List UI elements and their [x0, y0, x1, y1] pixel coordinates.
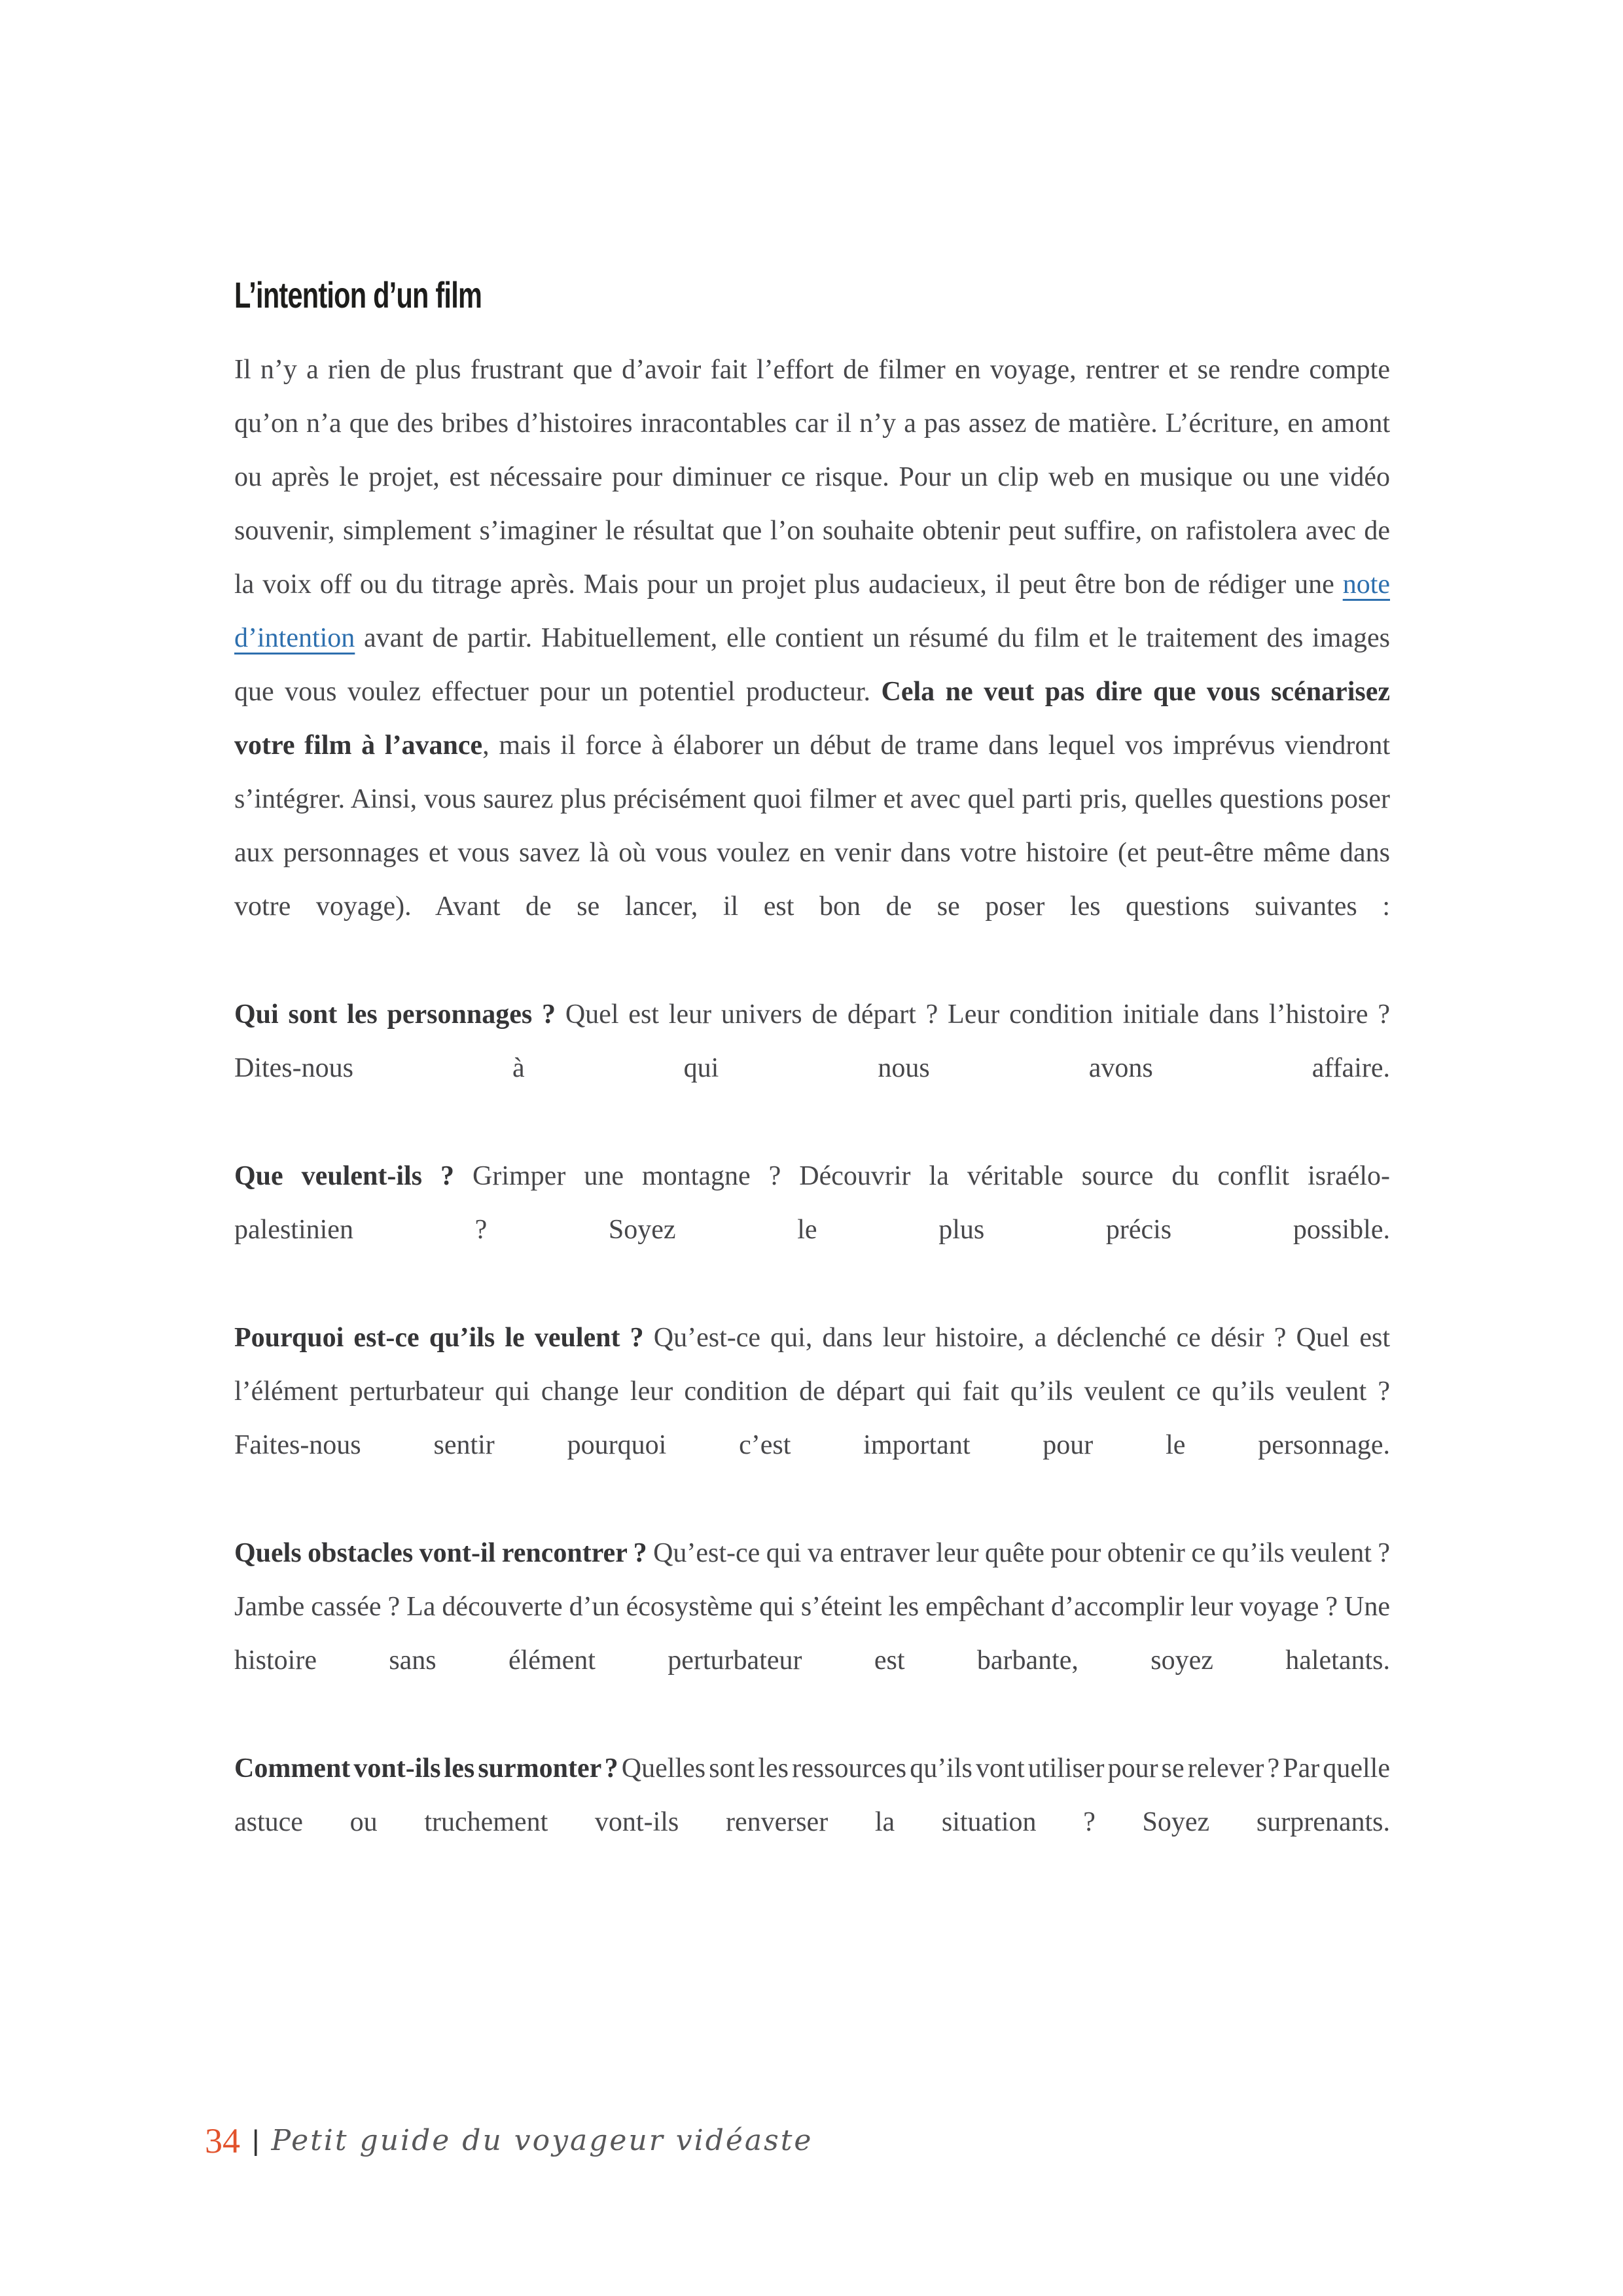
paragraph	[234, 343, 1390, 933]
paragraph	[234, 1742, 1390, 1849]
body-text-segment: Grimper une montagne ? Découvrir la véritable source du conflit israélo-palestinien ? Soyez le plus précis possible.	[234, 1161, 1391, 1245]
body-text-segment: avant de partir. Habituellement, elle contient un résumé du film et le traitement des images que vous voulez effectuer pour un potentiel producteur.	[234, 623, 1390, 707]
section-heading: L’intention d’un film	[234, 274, 482, 315]
bold-question-lead: Cela ne veut pas dire que vous scénarisez votre film à l’avance	[234, 677, 1390, 761]
book-title: Petit guide du voyageur vidéaste	[271, 2124, 813, 2157]
paragraph	[234, 988, 1390, 1095]
footer-separator: |	[252, 2125, 260, 2157]
body-text-segment: Qu’est-ce qui, dans leur histoire, a déclenché ce désir ? Quel est l’élément perturbateur qui change leur condition de départ qui fait qu’ils veulent ce qu’ils veulent ? Faites-nous sentir pourquoi c’est important pour le personnage.	[234, 1323, 1390, 1460]
bold-question-lead: Quels obstacles vont-il rencontrer ?	[234, 1538, 654, 1568]
bold-question-lead: Qui sont les personnages ?	[234, 999, 565, 1030]
body-text-segment: Quel est leur univers de départ ? Leur condition initiale dans l’histoire ? Dites-nous à qui nous avons affaire.	[234, 999, 1390, 1083]
page-content	[234, 274, 1391, 1849]
body-text-segment: Quelles sont les ressources qu’ils vont utiliser pour se relever ? Par quelle astuce ou truchement vont-ils renverser la situation ? Soyez surprenants.	[234, 1753, 1390, 1837]
page-footer	[205, 2123, 813, 2159]
note-intention-link[interactable]: note d’intention	[234, 569, 1390, 653]
bold-question-lead: Que veulent-ils ?	[234, 1161, 473, 1191]
paragraph	[234, 1311, 1390, 1472]
body-text-segment: Il n’y a rien de plus frustrant que d’avoir fait l’effort de filmer en voyage, rentrer et se rendre compte qu’on n’a que des bribes d’histoires inracontables car il n’y a pas assez de matière. L’écriture, en amont ou après le projet, est nécessaire pour diminuer ce risque. Pour un clip web en musique ou une vidéo souvenir, simplement s’imaginer le résultat que l’on souhaite obtenir peut suffire, on rafistolera avec de la voix off ou du titrage après. Mais pour un projet plus audacieux, il peut être bon de rédiger une	[234, 355, 1390, 600]
paragraph	[234, 1149, 1390, 1257]
body-text	[234, 343, 1390, 1849]
paragraph	[234, 1526, 1390, 1687]
body-text-segment: , mais il force à élaborer un début de trame dans lequel vos imprévus viendront s’intégrer. Ainsi, vous saurez plus précisément quoi filmer et avec quel parti pris, quelles questions poser aux personnages et vous savez là où vous voulez en venir dans votre histoire (et peut-être même dans votre voyage). Avant de se lancer, il est bon de se poser les questions suivantes :	[234, 730, 1390, 922]
body-text-segment: Qu’est-ce qui va entraver leur quête pour obtenir ce qu’ils veulent ? Jambe cassée ? La découverte d’un écosystème qui s’éteint les empêchant d’accomplir leur voyage ? Une histoire sans élément perturbateur est barbante, soyez haletants.	[234, 1538, 1391, 1676]
page-number: 34	[205, 2121, 240, 2161]
bold-question-lead: Pourquoi est-ce qu’ils le veulent ?	[234, 1323, 654, 1353]
bold-question-lead: Comment vont-ils les surmonter ?	[234, 1753, 622, 1784]
